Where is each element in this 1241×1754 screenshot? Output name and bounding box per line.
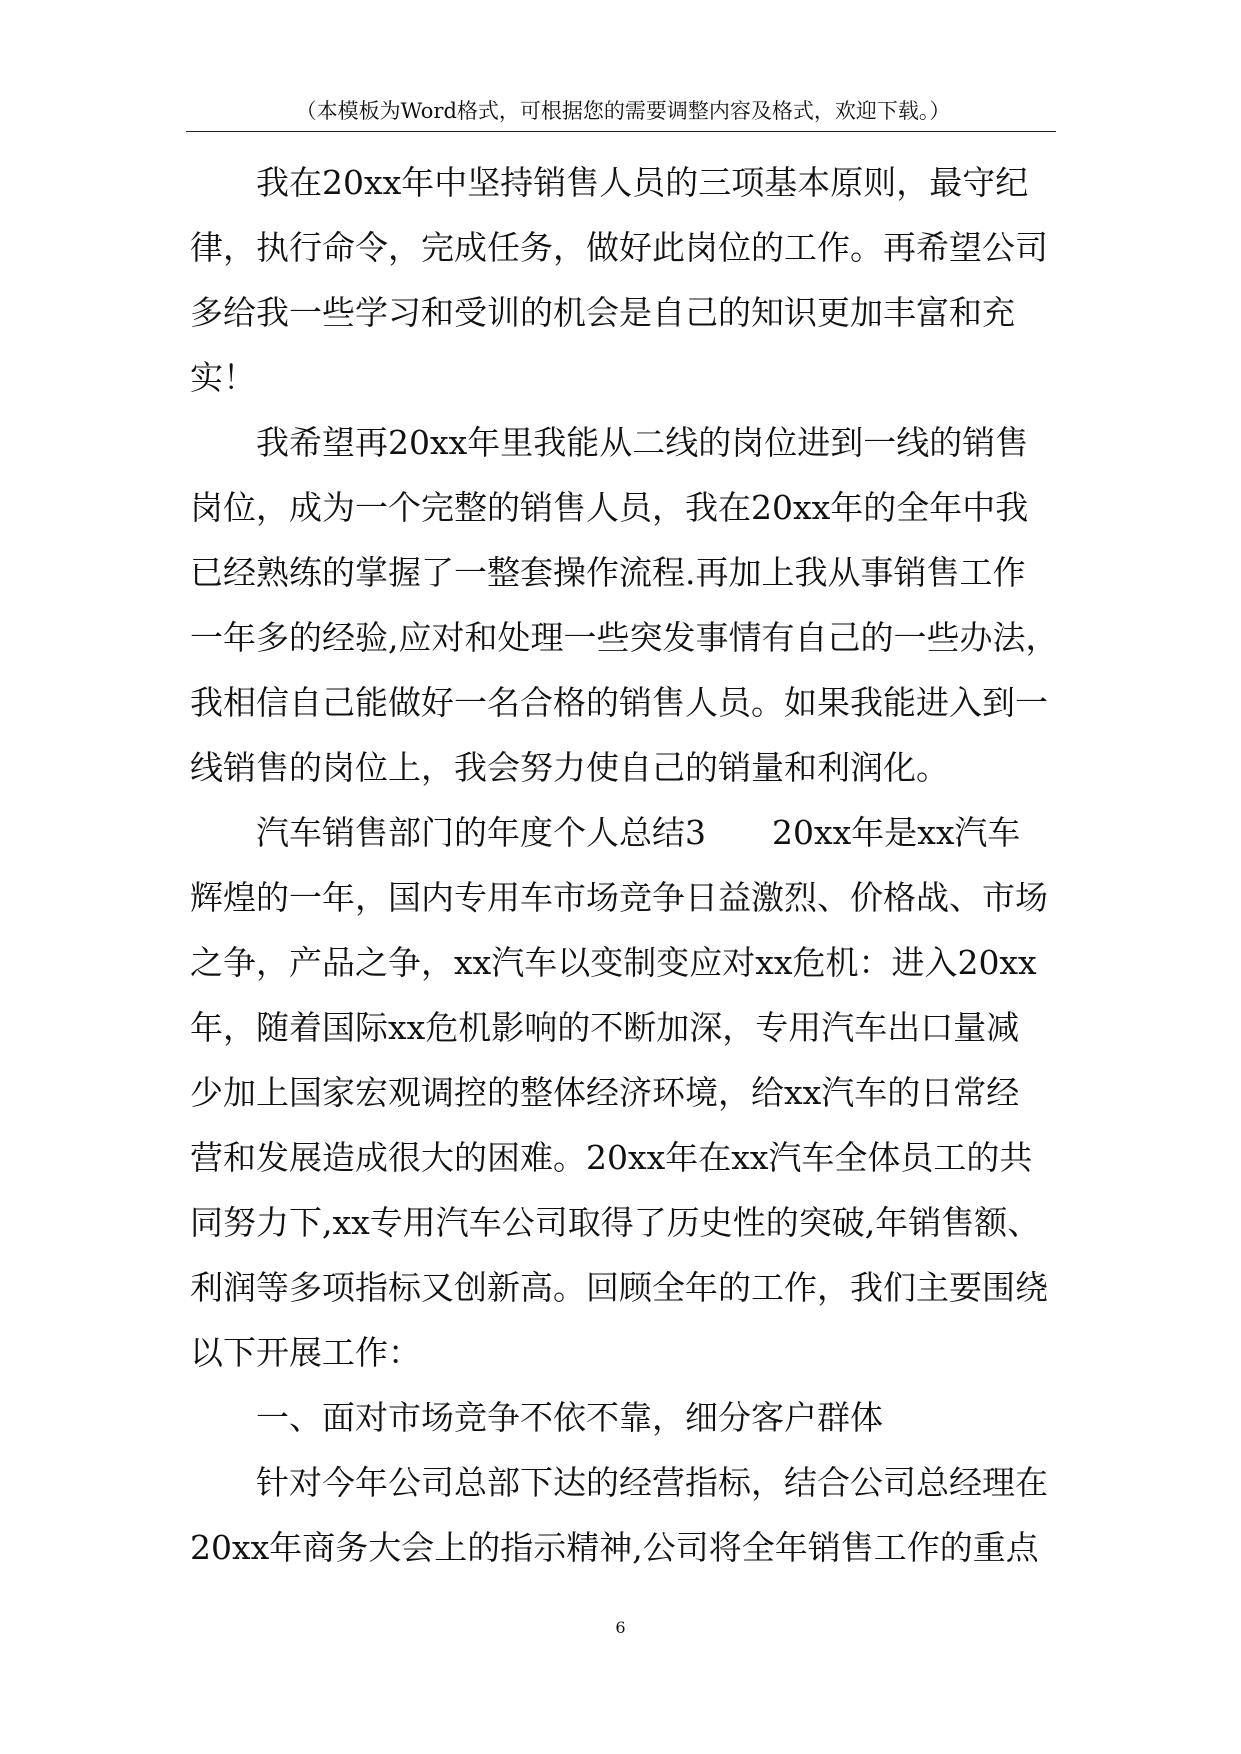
section-heading xyxy=(190,1385,1056,1450)
text-line: 辉煌的一年，国内专用车市场竞争日益激烈、价格战、市场 xyxy=(190,878,1048,917)
text-line: 同努力下,xx专用汽车公司取得了历史性的突破,年销售额、 xyxy=(190,1203,1041,1242)
paragraph xyxy=(190,150,1056,410)
text-line: 多给我一些学习和受训的机会是自己的知识更加丰富和充 xyxy=(190,293,1015,332)
page-number: 6 xyxy=(615,1618,626,1637)
header-divider xyxy=(186,131,1056,132)
text-line: 线销售的岗位上，我会努力使自己的销量和利润化。 xyxy=(190,748,949,787)
text-line: 一年多的经验,应对和处理一些突发事情有自己的一些办法， xyxy=(190,618,1059,657)
text-line: 我在20xx年中坚持销售人员的三项基本原则，最守纪 xyxy=(256,163,1029,202)
text-line: 营和发展造成很大的困难。20xx年在xx汽车全体员工的共 xyxy=(190,1138,1033,1177)
text-line: 已经熟练的掌握了一整套操作流程.再加上我从事销售工作 xyxy=(190,553,1026,592)
text-line: 20xx年商务大会上的指示精神,公司将全年销售工作的重点 xyxy=(190,1528,1039,1567)
text-line: 汽车销售部门的年度个人总结3 20xx年是xx汽车 xyxy=(256,813,1021,852)
paragraph xyxy=(190,1450,1056,1580)
text-line: 之争，产品之争，xx汽车以变制变应对xx危机：进入20xx xyxy=(190,943,1037,982)
text-line: 一、面对市场竞争不依不靠，细分客户群体 xyxy=(256,1398,883,1437)
text-line: 我希望再20xx年里我能从二线的岗位进到一线的销售 xyxy=(256,423,1029,462)
paragraph xyxy=(190,410,1059,800)
document-body xyxy=(190,150,1059,1580)
text-line: 年，随着国际xx危机影响的不断加深，专用汽车出口量减 xyxy=(190,1008,1020,1047)
text-line: 律，执行命令，完成任务，做好此岗位的工作。再希望公司 xyxy=(190,228,1048,267)
text-line: 利润等多项指标又创新高。回顾全年的工作，我们主要围绕 xyxy=(190,1268,1048,1307)
text-line: 以下开展工作： xyxy=(190,1333,421,1372)
text-line: 我相信自己能做好一名合格的销售人员。如果我能进入到一 xyxy=(190,683,1048,722)
paragraph xyxy=(190,800,1056,1385)
text-line: 实！ xyxy=(190,358,256,397)
document-header: （本模板为Word格式，可根据您的需要调整内容及格式，欢迎下载。） xyxy=(295,99,951,123)
text-line: 岗位，成为一个完整的销售人员，我在20xx年的全年中我 xyxy=(190,488,1029,527)
text-line: 少加上国家宏观调控的整体经济环境，给xx汽车的日常经 xyxy=(190,1073,1020,1112)
text-line: 针对今年公司总部下达的经营指标，结合公司总经理在 xyxy=(256,1463,1048,1502)
